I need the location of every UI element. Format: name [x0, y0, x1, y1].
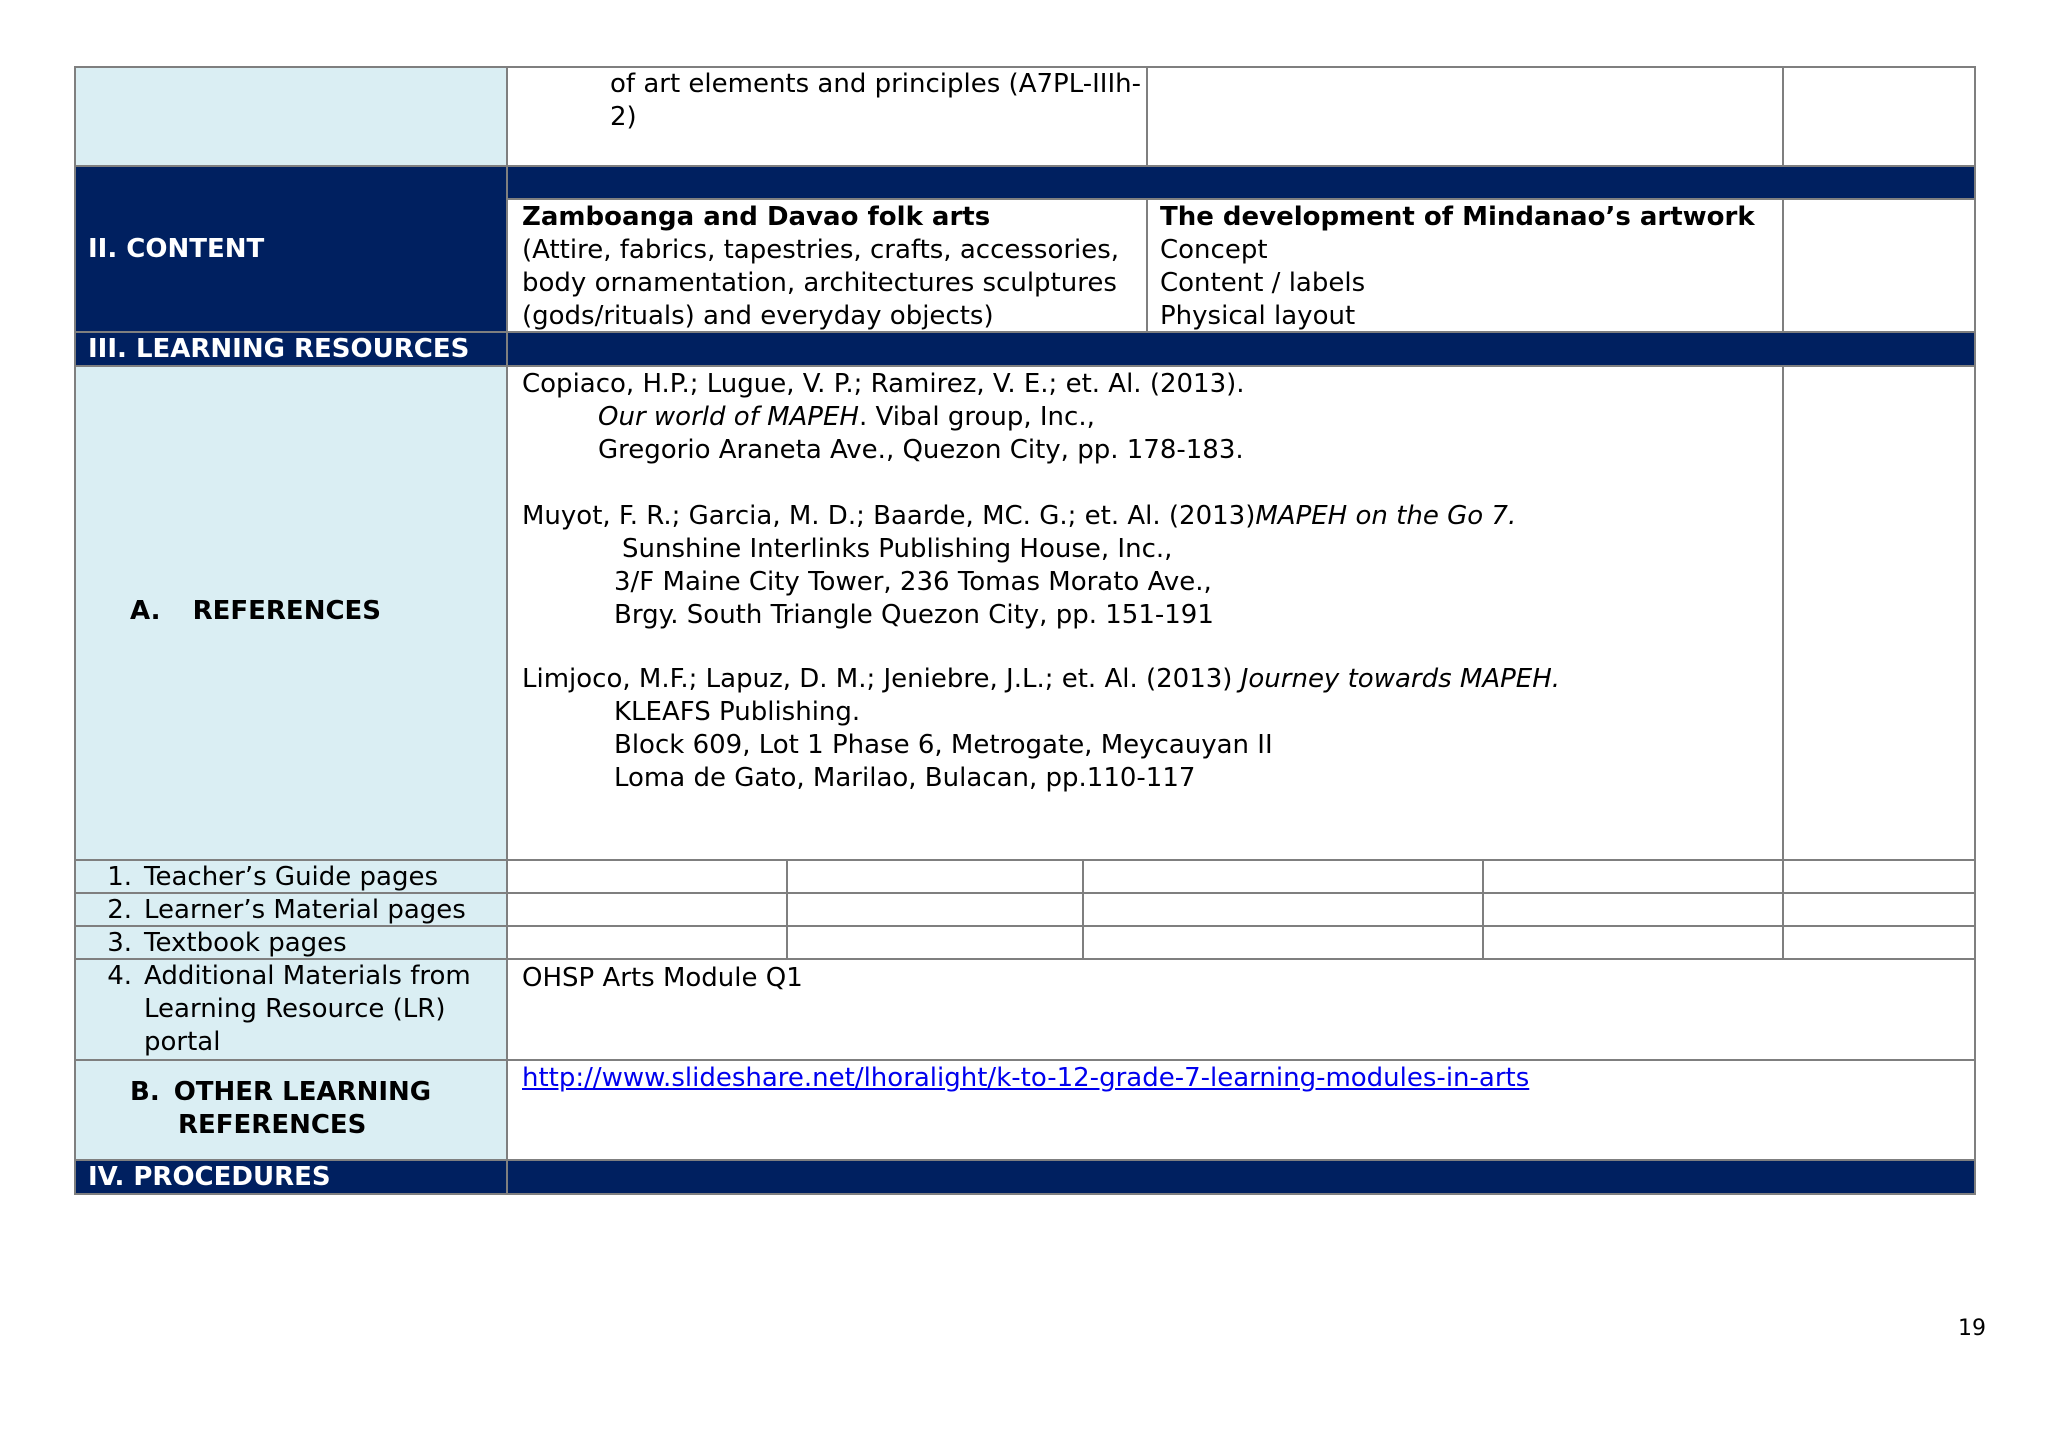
content-heading: II. CONTENT — [88, 234, 265, 264]
content-col1-line: (Attire, fabrics, tapestries, crafts, accessories, — [522, 235, 1120, 265]
list-item-textbook: 3. Textbook pages — [107, 928, 347, 958]
content-col2-line: Physical layout — [1160, 301, 1356, 331]
content-col2-line: Concept — [1160, 235, 1268, 265]
reference-1: Copiaco, H.P.; Lugue, V. P.; Ramirez, V. E.; et. Al. (2013). Our world of MAPEH. Vibal group, Inc., Gregorio Araneta Ave., Quezon City, pp. 178-183. — [522, 369, 1245, 465]
content-col1-line: (gods/rituals) and everyday objects) — [522, 301, 994, 331]
procedures-row — [75, 1160, 1975, 1194]
additional-materials-value: OHSP Arts Module Q1 — [522, 963, 803, 993]
list-item-learners-material: 2. Learner’s Material pages — [107, 895, 466, 925]
references-heading — [130, 596, 381, 626]
learning-resources-heading: III. LEARNING RESOURCES — [88, 334, 470, 364]
procedures-heading: IV. PROCEDURES — [88, 1162, 331, 1192]
other-refs-heading: B. OTHER LEARNING REFERENCES — [130, 1077, 432, 1140]
content-col1 — [522, 201, 1119, 333]
reference-2: Muyot, F. R.; Garcia, M. D.; Baarde, MC. G.; et. Al. (2013)MAPEH on the Go 7. Sunshine Interlinks Publishing House, Inc., 3/F Maine City Tower, 236 Tomas Morato Ave., Brgy. South Triangle Quezon City, pp. 151-191 — [522, 501, 1517, 630]
list-item-teachers-guide: 1. Teacher’s Guide pages — [107, 862, 439, 892]
content-col1-title: Zamboanga and Davao folk arts — [522, 202, 991, 232]
other-refs-link-cell — [522, 1062, 1529, 1095]
content-col1-line: body ornamentation, architectures sculptures — [522, 268, 1117, 298]
content-col2-title: The development of Mindanao’s artwork — [1160, 202, 1755, 232]
competency-text: of art elements and principles (A7PL-IIIh- 2) — [610, 69, 1141, 132]
left-cell-top — [75, 67, 507, 166]
page-number: 19 — [1958, 1316, 1986, 1341]
other-refs-link[interactable]: http://www.slideshare.net/lhoralight/k-to-12-grade-7-learning-modules-in-arts — [522, 1063, 1530, 1093]
reference-3: Limjoco, M.F.; Lapuz, D. M.; Jeniebre, J.L.; et. Al. (2013) Journey towards MAPEH. KLEAFS Publishing. Block 609, Lot 1 Phase 6, Metrogate, Meycauyan II Loma de Gato, Marilao, Bulacan, pp.110-117 — [522, 664, 1561, 793]
content-col2-line: Content / labels — [1160, 268, 1366, 298]
list-item-additional-materials: 4. Additional Materials from Learning Resource (LR) portal — [107, 961, 471, 1057]
references-letter: A. — [130, 596, 161, 626]
references-label: REFERENCES — [192, 596, 382, 626]
content-col2 — [1160, 201, 1755, 333]
